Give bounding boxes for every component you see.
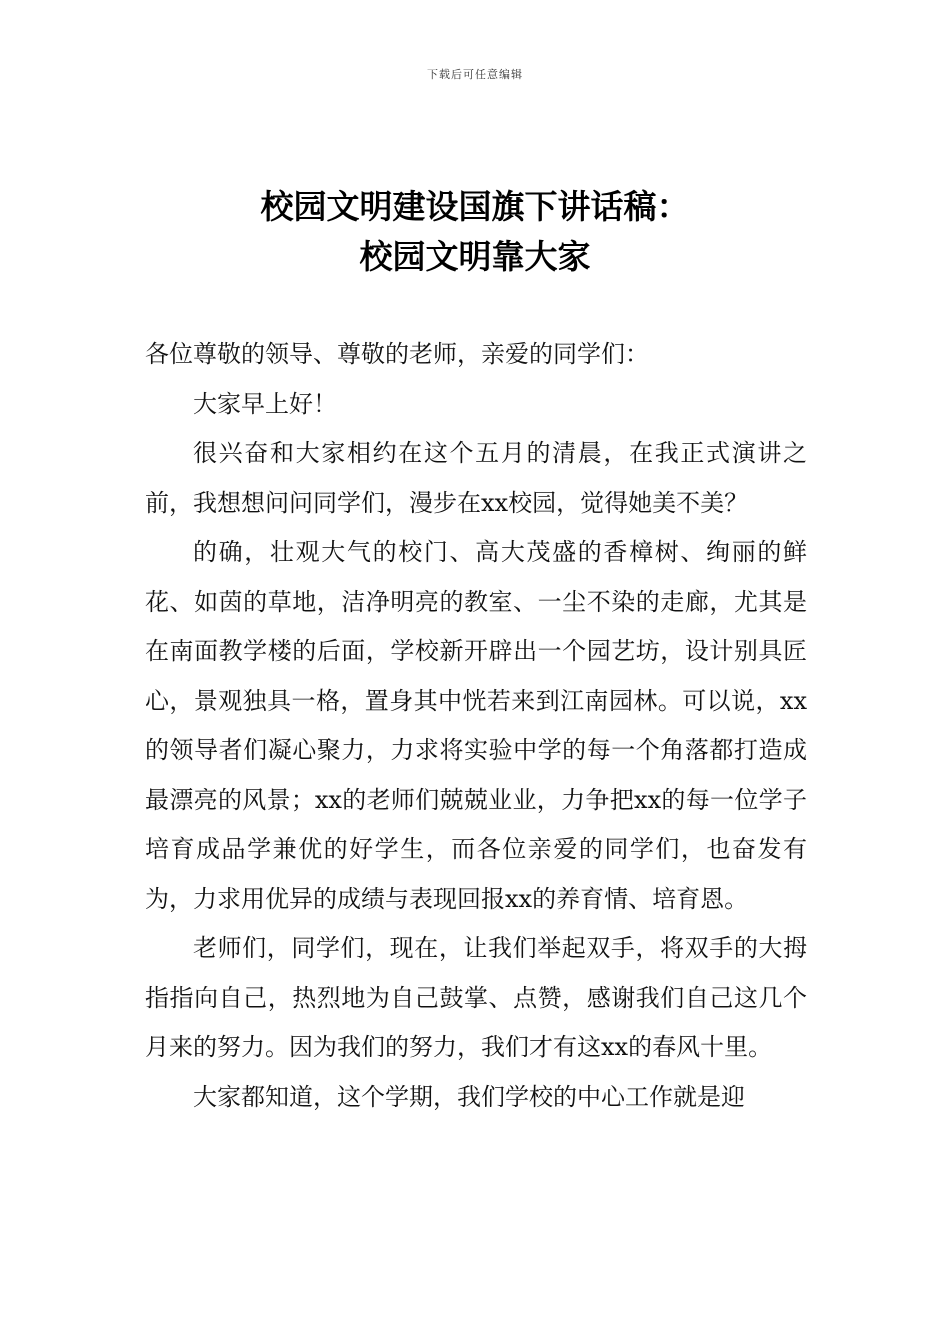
- header-note: 下载后可任意编辑: [427, 68, 523, 81]
- title-line-1: 校园文明建设国旗下讲话稿：: [260, 187, 690, 226]
- greeting-paragraph: 大家早上好！: [193, 389, 337, 418]
- paragraph: 的确，壮观大气的校门、高大茂盛的香樟树、绚丽的鲜花、如茵的草地，洁净明亮的教室、一尘不染的走廊，尤其是在南面教学楼的后面，学校新开辟出一个园艺坊，设计别具匠心，景观独具一格，置身其中恍若来到江南园林。可以说，xx的领导者们凝心聚力，力求将实验中学的每一个角落都打造成最漂亮的风景；xx的老师们兢兢业业，力争把xx的每一位学子培育成品学兼优的好学生，而各位亲爱的同学们，也奋发有为，力求用优异的成绩与表现回报xx的养育情、培育恩。: [145, 538, 807, 913]
- paragraph: 老师们，同学们，现在，让我们举起双手，将双手的大拇指指向自己，热烈地为自己鼓掌、点赞，感谢我们自己这几个月来的努力。因为我们的努力，我们才有这xx的春风十里。: [145, 934, 807, 1061]
- document-title: [0, 182, 950, 282]
- title-line-2: 校园文明靠大家: [359, 237, 591, 276]
- document-body: [145, 330, 807, 1122]
- salutation: 各位尊敬的领导、尊敬的老师，亲爱的同学们：: [145, 340, 649, 368]
- paragraph: 大家都知道，这个学期，我们学校的中心工作就是迎: [193, 1082, 745, 1111]
- paragraph: 很兴奋和大家相约在这个五月的清晨，在我正式演讲之前，我想想问问同学们，漫步在xx校园，觉得她美不美？: [145, 439, 807, 517]
